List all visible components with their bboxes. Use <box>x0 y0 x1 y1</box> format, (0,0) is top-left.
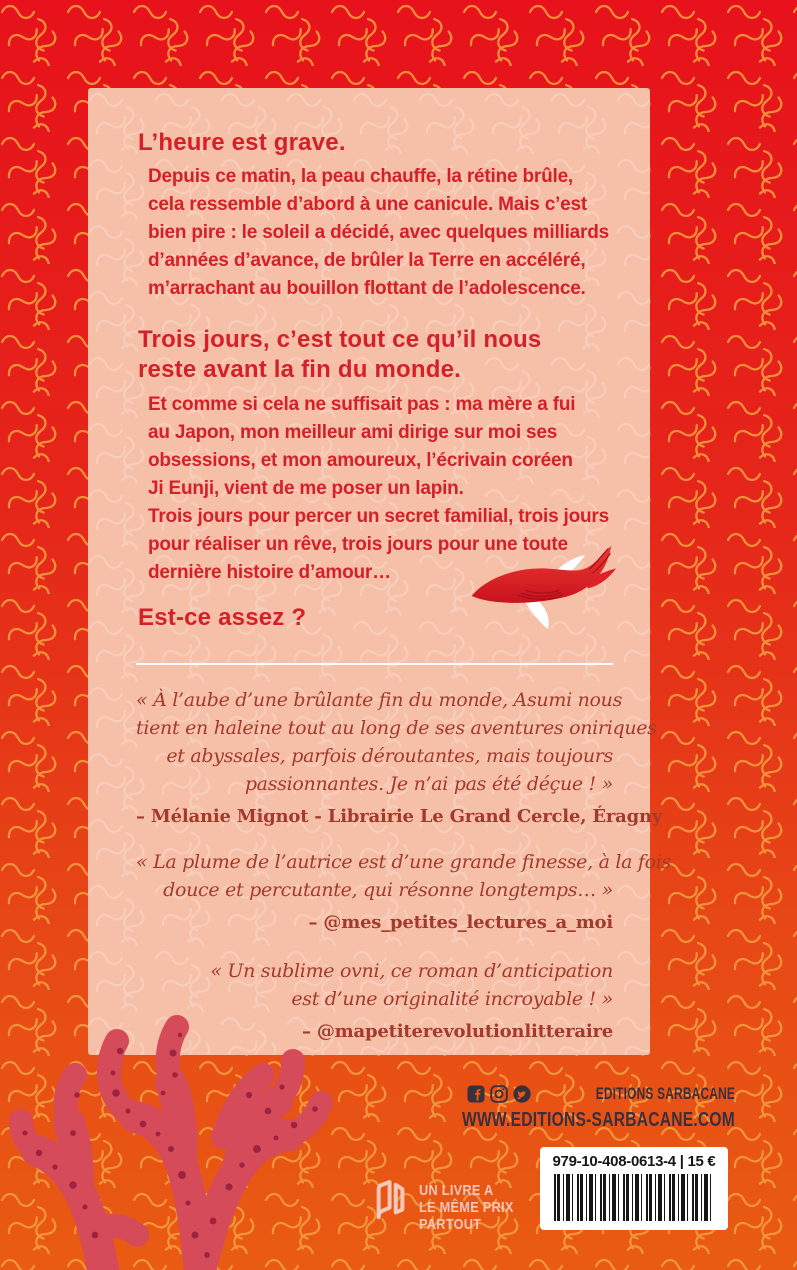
publisher-block <box>385 1084 735 1132</box>
price-line: LE MÊME PRIX <box>419 1200 514 1216</box>
quote-line: passionnantes. Je n’ai pas été déçue ! » <box>244 773 613 795</box>
blurb-panel <box>88 88 671 1055</box>
blurb-line: Et comme si cela ne suffisait pas : ma mère a fui <box>148 394 576 415</box>
quote-attribution: – @mes_petites_lectures_a_moi <box>308 912 613 933</box>
blurb-line: dernière histoire d’amour… <box>148 562 391 583</box>
quote-line: « À l’aube d’une brûlante fin du monde, Asumi nous <box>136 689 623 711</box>
heading-line: Trois jours, c’est tout ce qu’il nous <box>138 326 542 353</box>
blurb-line: cela ressemble d’abord à une canicule. Mais c’est <box>148 194 588 215</box>
quote-2 <box>136 848 671 935</box>
quote-attribution: – @mapetiterevolutionlitteraire <box>302 1021 613 1042</box>
quote-line: tient en haleine tout au long de ses aventures oniriques <box>136 717 657 739</box>
blurb-line: pour réaliser un rêve, trois jours pour une toute <box>148 534 568 555</box>
blurb-paragraph-1 <box>138 163 620 303</box>
blurb-line: Depuis ce matin, la peau chauffe, la rétine brûle, <box>148 166 574 187</box>
blurb-line: Trois jours pour percer un secret familial, trois jours <box>148 506 609 527</box>
price-line: UN LIVRE A <box>419 1183 494 1199</box>
price-line: PARTOUT <box>419 1217 482 1233</box>
heading-line: reste avant la fin du monde. <box>138 356 462 383</box>
quote-line: « Un sublime ovni, ce roman d’anticipation <box>210 960 613 982</box>
quote-line: douce et percutante, qui résonne longtemps… » <box>163 879 613 901</box>
quote-line: « La plume de l’autrice est d’une grande finesse, à la fois <box>136 851 671 873</box>
publisher-name: EDITIONS SARBACANE <box>595 1084 735 1103</box>
blurb-heading-1: L’heure est grave. <box>138 129 346 156</box>
blurb-line: bien pire : le soleil a décidé, avec quelques milliards <box>148 222 610 243</box>
same-price-text <box>419 1183 514 1234</box>
instagram-icon <box>490 1085 508 1103</box>
barcode-bars <box>554 1174 714 1221</box>
isbn-price-text: 979-10-408-0613-4 | 15 € <box>552 1153 716 1170</box>
quote-attribution: – Mélanie Mignot - Librairie Le Grand Cercle, Éragny <box>136 806 663 827</box>
blurb-heading-3: Est-ce assez ? <box>138 604 307 631</box>
koi-fish-illustration <box>466 540 618 632</box>
open-book-icon <box>372 1176 410 1226</box>
quote-line: et abyssales, parfois déroutantes, mais toujours <box>166 745 613 767</box>
blurb-line: au Japon, mon meilleur ami dirige sur moi ses <box>148 422 558 443</box>
blurb-line: obsessions, et mon amoureux, l’écrivain coréen <box>148 450 573 471</box>
blurb-line: m’arrachant au bouillon flottant de l’adolescence. <box>148 278 586 299</box>
publisher-website: WWW.EDITIONS-SARBACANE.COM <box>462 1109 735 1131</box>
same-price-logo <box>372 1176 527 1234</box>
barcode-label <box>540 1147 728 1230</box>
coral-reef-illustration <box>0 935 350 1270</box>
divider-rule <box>136 663 613 665</box>
quote-1 <box>136 686 663 829</box>
twitter-icon <box>513 1085 531 1103</box>
quote-line: est d’une originalité incroyable ! » <box>291 988 613 1010</box>
blurb-heading-2 <box>138 325 620 385</box>
blurb-line: d’années d’avance, de brûler la Terre en accéléré, <box>148 250 586 271</box>
blurb-line: Ji Eunji, vient de me poser un lapin. <box>148 478 464 499</box>
facebook-icon <box>467 1085 485 1103</box>
publisher-social-row <box>385 1084 735 1104</box>
